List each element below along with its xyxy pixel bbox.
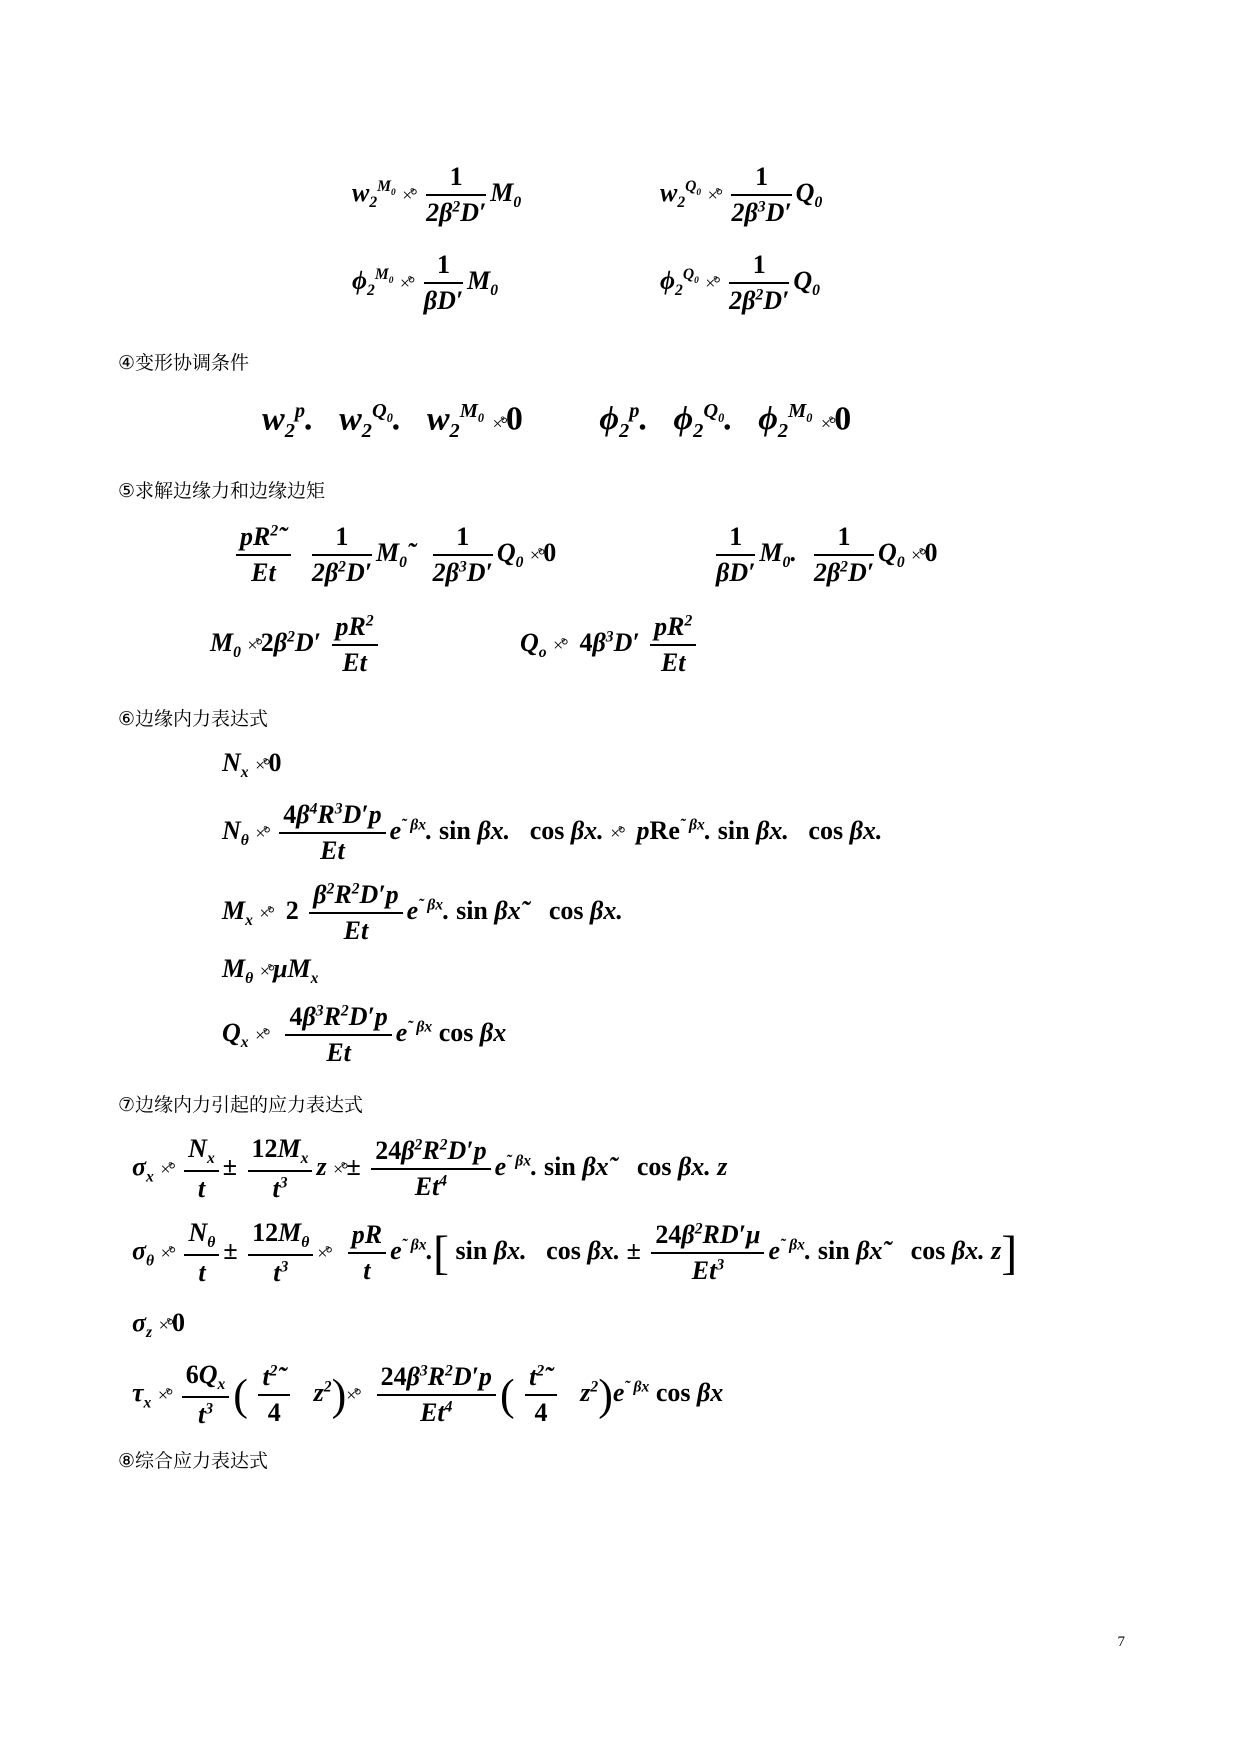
- eq-Mtheta: $M_\theta$ $\times̊^\circ\mu M_x$: [222, 954, 319, 988]
- eq-sigma-x: $\sigma_x$ ×̊° $\frac{N_x}{t}$ ± $\frac{12M_x}{t^3}$ z ×̊°± $\frac{24\beta^2R^2D'p}{Et^4}$ $e^{˜ \beta x}$. sin βx˜ cos βx. z: [132, 1134, 728, 1204]
- eq-Ntheta: $N_\theta$ ×̊° $\frac{4\beta^4R^3D'p}{Et}$ $e^{˜ \beta x}$. sin βx. cos βx. ×̊° pRe$^{˜ \beta x}$. sin βx. cos βx.: [222, 800, 883, 865]
- eq-solve-1: $\frac{pR^2˜}{Et}$ $\frac{1}{2\beta^2D'}$ $M_0˜$ $\frac{1}{2\beta^3D'}$ $Q_0$ ×̊°0: [232, 522, 556, 588]
- heading-7: ⑦边缘内力引起的应力表达式: [118, 1094, 364, 1116]
- heading-8: ⑧综合应力表达式: [118, 1450, 269, 1472]
- heading-4: ④变形协调条件: [118, 352, 250, 374]
- heading-6: ⑥边缘内力表达式: [118, 708, 269, 730]
- eq-Qo: $Q_o$ ×̊° $4\beta^3D'$ $\frac{pR^2}{Et}$: [520, 612, 700, 678]
- eq-M0: $M_0$ $\times̊^\circ 2\beta^2D'$ $\frac{pR^2}{Et}$: [210, 612, 382, 678]
- eq-tau-x: $\tau_x$ ×̊° $\frac{6Q_x}{t^3}$ ( $\frac{t^2˜}{4}$ $z^2)\times̊^\circ$ $\frac{24\beta^3R^2D'p}{Et^4}$ ( $\frac{t^2˜}{4}$ $z^2)e^{˜ \beta x}$ cos βx: [132, 1360, 724, 1430]
- eq-phi2-M0: $\phi_2^{M_0}$ ×̊° $\frac{1}{\beta D'}$ $M_0$: [352, 250, 499, 315]
- eq-Nx: $N_x$ ×̊°0: [222, 748, 282, 782]
- eq-compat: $w_2^p$. $w_2^{Q_0}$. $w_2^{M_0}$ ×̊°0 $\phi_2^p$. $\phi_2^{Q_0}$. $\phi_2^{M_0}$ ×̊°0: [262, 400, 852, 443]
- eq-sigma-theta: $\sigma_\theta$ ×̊° $\frac{N_\theta}{t}$ ± $\frac{12M_\theta}{t^3}$ ×̊° $\frac{pR}{t}$ $e^{˜ \beta x}$.[ sin βx. cos βx. ± $\frac{24\beta^2RD'\mu}{Et^3}$ $e^{˜ \beta x}$. sin βx˜ cos βx. z]: [132, 1218, 1018, 1288]
- eq-sigma-z: $\sigma_z$ ×̊°0: [132, 1308, 185, 1342]
- page-number: 7: [1117, 1634, 1125, 1650]
- eq-w2-M0: $w_2^{M_0}$ ×̊° $\frac{1}{2\beta^2D'}$ $M_0$: [352, 162, 522, 227]
- eq-phi2-Q0: $\phi_2^{Q_0}$ ×̊° $\frac{1}{2\beta^2D'}$ $Q_0$: [660, 250, 820, 315]
- heading-5: ⑤求解边缘力和边缘边矩: [118, 480, 326, 502]
- eq-solve-2: $\frac{1}{\beta D'}$ $M_0$. $\frac{1}{2\beta^2D'}$ $Q_0$ ×̊°0: [716, 522, 938, 587]
- eq-Qx: $Q_x$ ×̊° $\frac{4\beta^3R^2D'p}{Et}$ $e^{˜ \beta x}$ cos βx: [222, 1002, 507, 1067]
- eq-Mx: $M_x$ ×̊° 2 $\frac{\beta^2R^2D'p}{Et}$ $e^{˜ \beta x}$. sin βx˜ cos βx.: [222, 880, 623, 945]
- eq-w2-Q0: $w_2^{Q_0}$ ×̊° $\frac{1}{2\beta^3D'}$ $Q_0$: [660, 162, 823, 227]
